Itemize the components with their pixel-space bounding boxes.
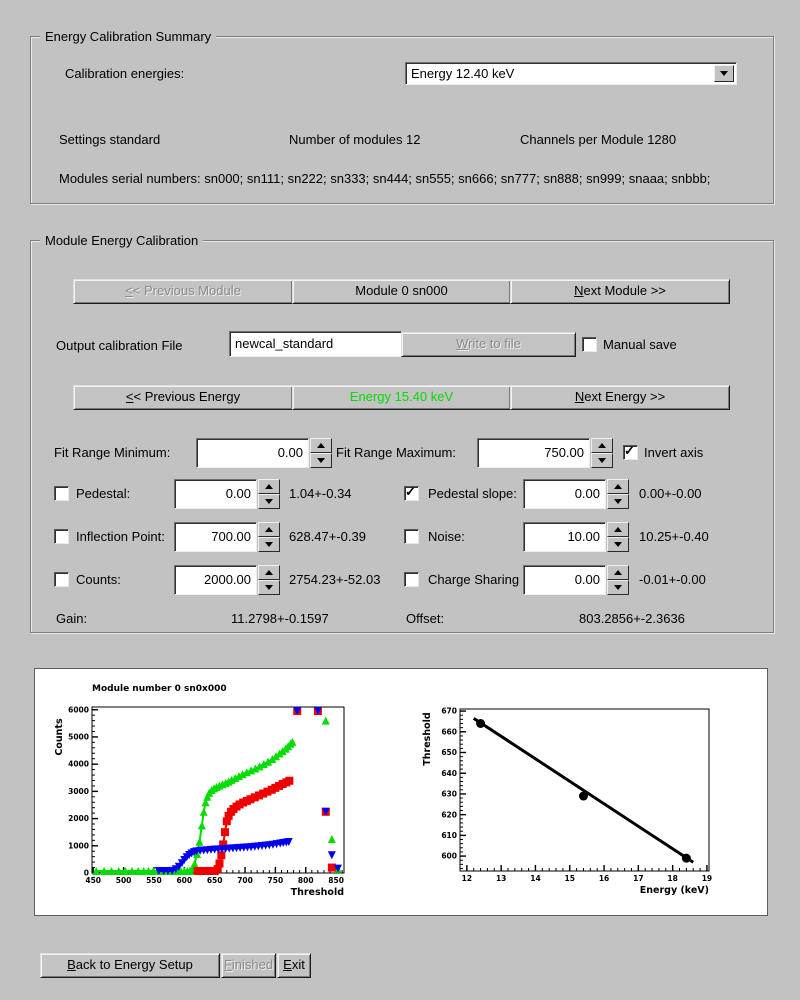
pedestal-label: Pedestal: (76, 486, 131, 501)
arrow-down-icon (598, 458, 606, 463)
counts-spin-up-button[interactable] (258, 565, 280, 580)
arrow-up-icon (265, 527, 273, 532)
arrow-down-icon (614, 542, 622, 547)
noise-fit-result: 10.25+-0.40 (639, 529, 709, 544)
svg-text:17: 17 (633, 874, 644, 883)
svg-text:12: 12 (461, 874, 473, 883)
next-module-button[interactable]: Next Module >> (510, 279, 730, 304)
arrow-up-icon (614, 527, 622, 532)
fit-range-minimum-label: Fit Range Minimum: (54, 445, 171, 460)
svg-text:2000: 2000 (68, 814, 89, 824)
counts-fit-result: 2754.23+-52.03 (289, 572, 381, 587)
svg-text:3000: 3000 (68, 786, 89, 796)
invert-axis-label: Invert axis (644, 445, 704, 460)
energy-calibration-summary-group (30, 29, 774, 204)
svg-text:6000: 6000 (68, 705, 89, 715)
plots-canvas (34, 668, 768, 916)
exit-button[interactable]: Exit (277, 953, 311, 978)
svg-text:630: 630 (441, 789, 457, 799)
next-energy-button[interactable]: Next Energy >> (510, 385, 730, 410)
svg-text:600: 600 (176, 876, 193, 885)
svg-text:850: 850 (328, 876, 344, 885)
arrow-down-icon (265, 499, 273, 504)
inflection-point-spinbox (174, 522, 280, 552)
charge-sharing-input[interactable]: 0.00 (523, 565, 606, 595)
noise-checkbox[interactable] (404, 529, 419, 544)
svg-text:800: 800 (297, 876, 314, 885)
pedestal-spin-up-button[interactable] (258, 479, 280, 494)
svg-text:Threshold: Threshold (290, 887, 344, 898)
svg-text:700: 700 (237, 876, 253, 885)
pedestal-slope-spin-up-button[interactable] (607, 479, 629, 494)
arrow-up-icon (614, 570, 622, 575)
root-canvas (35, 669, 765, 913)
svg-text:640: 640 (441, 768, 457, 778)
pedestal-spinbox (174, 479, 280, 509)
inflection-point-spin-down-button[interactable] (258, 537, 280, 552)
svg-text:Threshold: Threshold (422, 712, 433, 766)
output-calibration-file-label: Output calibration File (56, 338, 183, 353)
counts-label: Counts: (76, 572, 121, 587)
fit-range-maximum-input[interactable]: 750.00 (477, 438, 590, 468)
current-energy-label: Energy 15.40 keV (292, 385, 511, 410)
svg-text:Counts: Counts (54, 718, 65, 756)
svg-text:750: 750 (267, 876, 284, 885)
manual-save-checkbox[interactable] (582, 337, 597, 352)
charge-sharing-checkbox[interactable] (404, 572, 419, 587)
pedestal-spin-down-button[interactable] (258, 494, 280, 509)
module-serial-numbers-label: Modules serial numbers: sn000; sn111; sn222; sn333; sn444; sn555; sn666; sn777; sn888; sn999; snaaa; snbbb; (59, 171, 711, 186)
inflection-point-spin-up-button[interactable] (258, 522, 280, 537)
charge-sharing-spin-down-button[interactable] (607, 580, 629, 595)
svg-text:610: 610 (441, 830, 457, 840)
invert-axis-checkbox[interactable] (623, 445, 638, 460)
noise-spin-down-button[interactable] (607, 537, 629, 552)
counts-spin-down-button[interactable] (258, 580, 280, 595)
arrow-up-icon (317, 443, 325, 448)
noise-input[interactable]: 10.00 (523, 522, 606, 552)
arrow-down-icon (265, 542, 273, 547)
svg-text:0: 0 (83, 868, 89, 878)
pedestal-slope-spin-down-button[interactable] (607, 494, 629, 509)
fit-range-maximum-spinbox (477, 438, 613, 468)
svg-text:18: 18 (667, 874, 678, 883)
inflection-point-checkbox[interactable] (54, 529, 69, 544)
dropdown-selected-value: Energy 12.40 keV (411, 66, 515, 81)
offset-label: Offset: (406, 611, 445, 626)
inflection-point-input[interactable]: 700.00 (174, 522, 257, 552)
fit-range-minimum-input[interactable]: 0.00 (196, 438, 309, 468)
svg-text:620: 620 (441, 810, 457, 820)
dropdown-arrow-button[interactable] (714, 65, 734, 82)
svg-text:670: 670 (441, 706, 457, 716)
output-file-input[interactable]: newcal_standard (229, 331, 402, 357)
write-to-file-button: Write to file (401, 332, 576, 357)
fit-max-spin-up-button[interactable] (591, 438, 613, 453)
checkmark-icon: ✓ (405, 484, 416, 499)
module-energy-calibration-group (30, 233, 774, 633)
svg-text:14: 14 (530, 874, 541, 883)
previous-energy-button[interactable]: << Previous Energy (73, 385, 293, 410)
calibration-energies-label: Calibration energies: (65, 66, 185, 81)
inflection-point-label: Inflection Point: (76, 529, 165, 544)
offset-value: 803.2856+-2.3636 (579, 611, 685, 626)
summary-group-title: Energy Calibration Summary (40, 29, 216, 44)
arrow-up-icon (598, 443, 606, 448)
svg-text:550: 550 (146, 876, 162, 885)
pedestal-input[interactable]: 0.00 (174, 479, 257, 509)
pedestal-slope-checkbox[interactable] (404, 486, 419, 501)
arrow-up-icon (614, 484, 622, 489)
fit-range-minimum-spinbox (196, 438, 332, 468)
noise-label: Noise: (428, 529, 465, 544)
svg-text:13: 13 (495, 874, 507, 883)
svg-text:600: 600 (441, 851, 457, 861)
arrow-down-icon (614, 585, 622, 590)
number-of-modules-label: Number of modules 12 (289, 132, 421, 147)
manual-save-label: Manual save (603, 337, 677, 352)
svg-text:Module number 0 sn0x000: Module number 0 sn0x000 (92, 684, 227, 694)
svg-text:500: 500 (115, 876, 132, 885)
charge-sharing-fit-result: -0.01+-0.00 (639, 572, 706, 587)
svg-text:650: 650 (441, 748, 457, 758)
settings-label: Settings standard (59, 132, 161, 147)
gain-label: Gain: (56, 611, 88, 626)
previous-module-button: << Previous Module (73, 279, 293, 304)
counts-checkbox[interactable] (54, 572, 69, 587)
fit-min-spin-up-button[interactable] (310, 438, 332, 453)
inflection-point-fit-result: 628.47+-0.39 (289, 529, 366, 544)
svg-text:1000: 1000 (68, 841, 89, 851)
noise-spin-up-button[interactable] (607, 522, 629, 537)
arrow-down-icon (265, 585, 273, 590)
pedestal-slope-fit-result: 0.00+-0.00 (639, 486, 702, 501)
pedestal-slope-label: Pedestal slope: (428, 486, 517, 501)
finished-button: Finished (221, 953, 276, 978)
svg-text:650: 650 (206, 876, 223, 885)
svg-text:Energy (keV): Energy (keV) (639, 885, 709, 896)
fit-range-maximum-label: Fit Range Maximum: (336, 445, 456, 460)
arrow-down-icon (614, 499, 622, 504)
counts-input[interactable]: 2000.00 (174, 565, 257, 595)
svg-text:16: 16 (598, 874, 610, 883)
calibration-energy-dropdown[interactable] (405, 62, 737, 85)
arrow-up-icon (265, 484, 273, 489)
module-group-title: Module Energy Calibration (40, 233, 203, 248)
charge-sharing-label: Charge Sharing (428, 572, 520, 587)
chevron-down-icon (720, 71, 728, 76)
checkmark-icon: ✓ (624, 443, 635, 458)
svg-text:4000: 4000 (68, 759, 89, 769)
arrow-down-icon (317, 458, 325, 463)
charge-sharing-spin-up-button[interactable] (607, 565, 629, 580)
gain-value: 11.2798+-0.1597 (231, 611, 329, 626)
svg-text:5000: 5000 (68, 732, 89, 742)
svg-text:19: 19 (701, 874, 713, 883)
fit-min-spin-down-button[interactable] (310, 453, 332, 468)
current-module-label: Module 0 sn000 (292, 279, 511, 304)
arrow-up-icon (265, 570, 273, 575)
charge-sharing-spinbox (523, 565, 629, 595)
noise-spinbox (523, 522, 629, 552)
counts-spinbox (174, 565, 280, 595)
channels-per-module-label: Channels per Module 1280 (520, 132, 677, 147)
back-to-energy-setup-button[interactable]: Back to Energy Setup (40, 953, 220, 978)
svg-text:450: 450 (85, 876, 102, 885)
svg-text:15: 15 (564, 874, 575, 883)
svg-text:660: 660 (441, 727, 457, 737)
fit-max-spin-down-button[interactable] (591, 453, 613, 468)
pedestal-slope-spinbox (523, 479, 629, 509)
pedestal-fit-result: 1.04+-0.34 (289, 486, 352, 501)
pedestal-slope-input[interactable]: 0.00 (523, 479, 606, 509)
pedestal-checkbox[interactable] (54, 486, 69, 501)
